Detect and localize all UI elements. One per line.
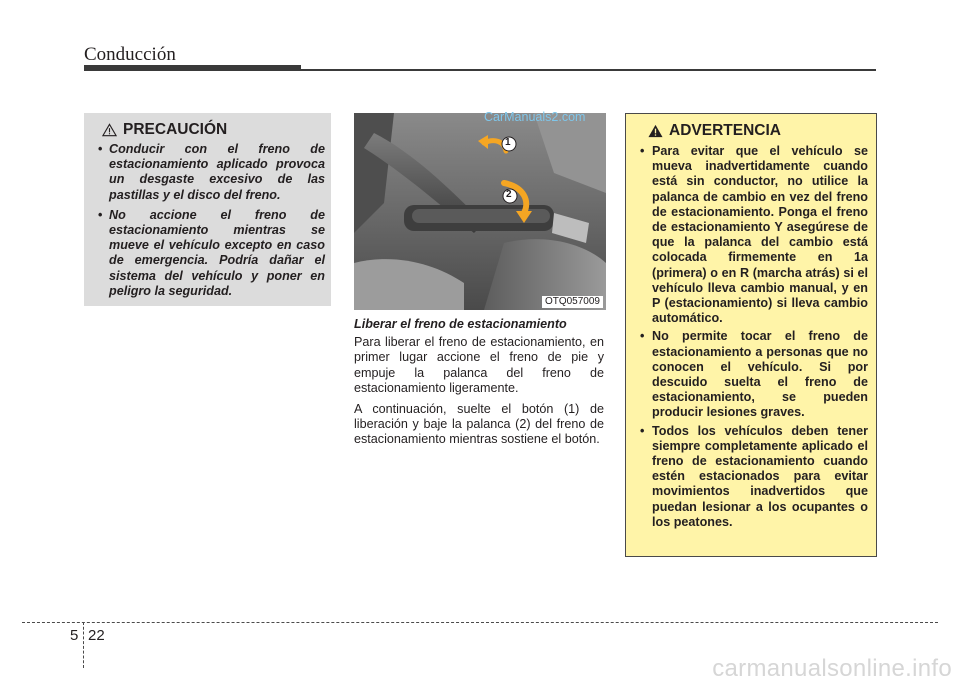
release-section [354,317,604,453]
figure-watermark: CarManuals2.com [484,110,586,124]
section-number: 5 [70,627,79,644]
caution-triangle-icon [102,123,117,137]
caution-item: • No accione el freno de estacionamiento mientras se mueve el vehículo excepto en caso de emergencia. Podría dañar el sistema del vehículo y poner en peligro la seguridad. [92,208,325,299]
header-rule-thin [301,69,876,71]
parking-brake-photo [354,113,606,310]
warning-item: • No permite tocar el freno de estacionamiento a personas que no conocen el vehículo. Si por descuido suelta el freno de estacionamiento, se pueden producir lesiones graves. [634,329,868,420]
warning-item: • Para evitar que el vehículo se mueva inadvertidamente cuando está sin conductor, no utilice la palanca de cambio en vez del freno de estacionamiento. Ponga el freno de estacionamiento Y asegúrese de que la palanca del cambio está colocada firmemente en 1a (primera) o en R (marcha atrás) si el vehículo lleva cambio manual, y en P (estacionamiento) si lleva cambio automático. [634,144,868,326]
warning-box [625,113,877,557]
footer-divider [83,622,84,668]
figure-code: OTQ057009 [542,296,603,308]
caution-item: • Conducir con el freno de estacionamiento aplicado provoca un desgaste excesivo de las pastillas y el disco del freno. [92,142,325,203]
callout-1-label: 1 [505,137,511,148]
page-header-title: Conducción [84,44,176,65]
page-number: 22 [88,627,105,644]
footer-rule [22,622,938,623]
warning-item: • Todos los vehículos deben tener siempre completamente aplicado el freno de estacionamiento cuando estén estacionados para evitar movimientos inadvertidos que puedan lesionar a los ocupantes o los peatones. [634,424,868,530]
section-paragraph: A continuación, suelte el botón (1) de liberación y baje la palanca (2) del freno de estacionamiento mientras sostiene el botón. [354,401,604,447]
caution-header [102,121,325,139]
warning-title: ADVERTENCIA [669,122,781,139]
caution-title: PRECAUCIÓN [123,121,228,138]
caution-list [92,142,325,299]
section-paragraph: Para liberar el freno de estacionamiento, en primer lugar accione el freno de pie y empuje la palanca del freno de estacionamiento ligeramente. [354,335,604,396]
warning-header [648,122,868,140]
header-rule-thick [84,65,301,71]
warning-triangle-icon [648,124,663,138]
site-watermark: carmanualsonline.info [712,655,952,682]
section-title: Liberar el freno de estacionamiento [354,317,567,331]
warning-list [634,144,868,530]
parking-brake-illustration [354,113,606,310]
caution-box [84,113,331,306]
callout-2-label: 2 [506,189,512,200]
